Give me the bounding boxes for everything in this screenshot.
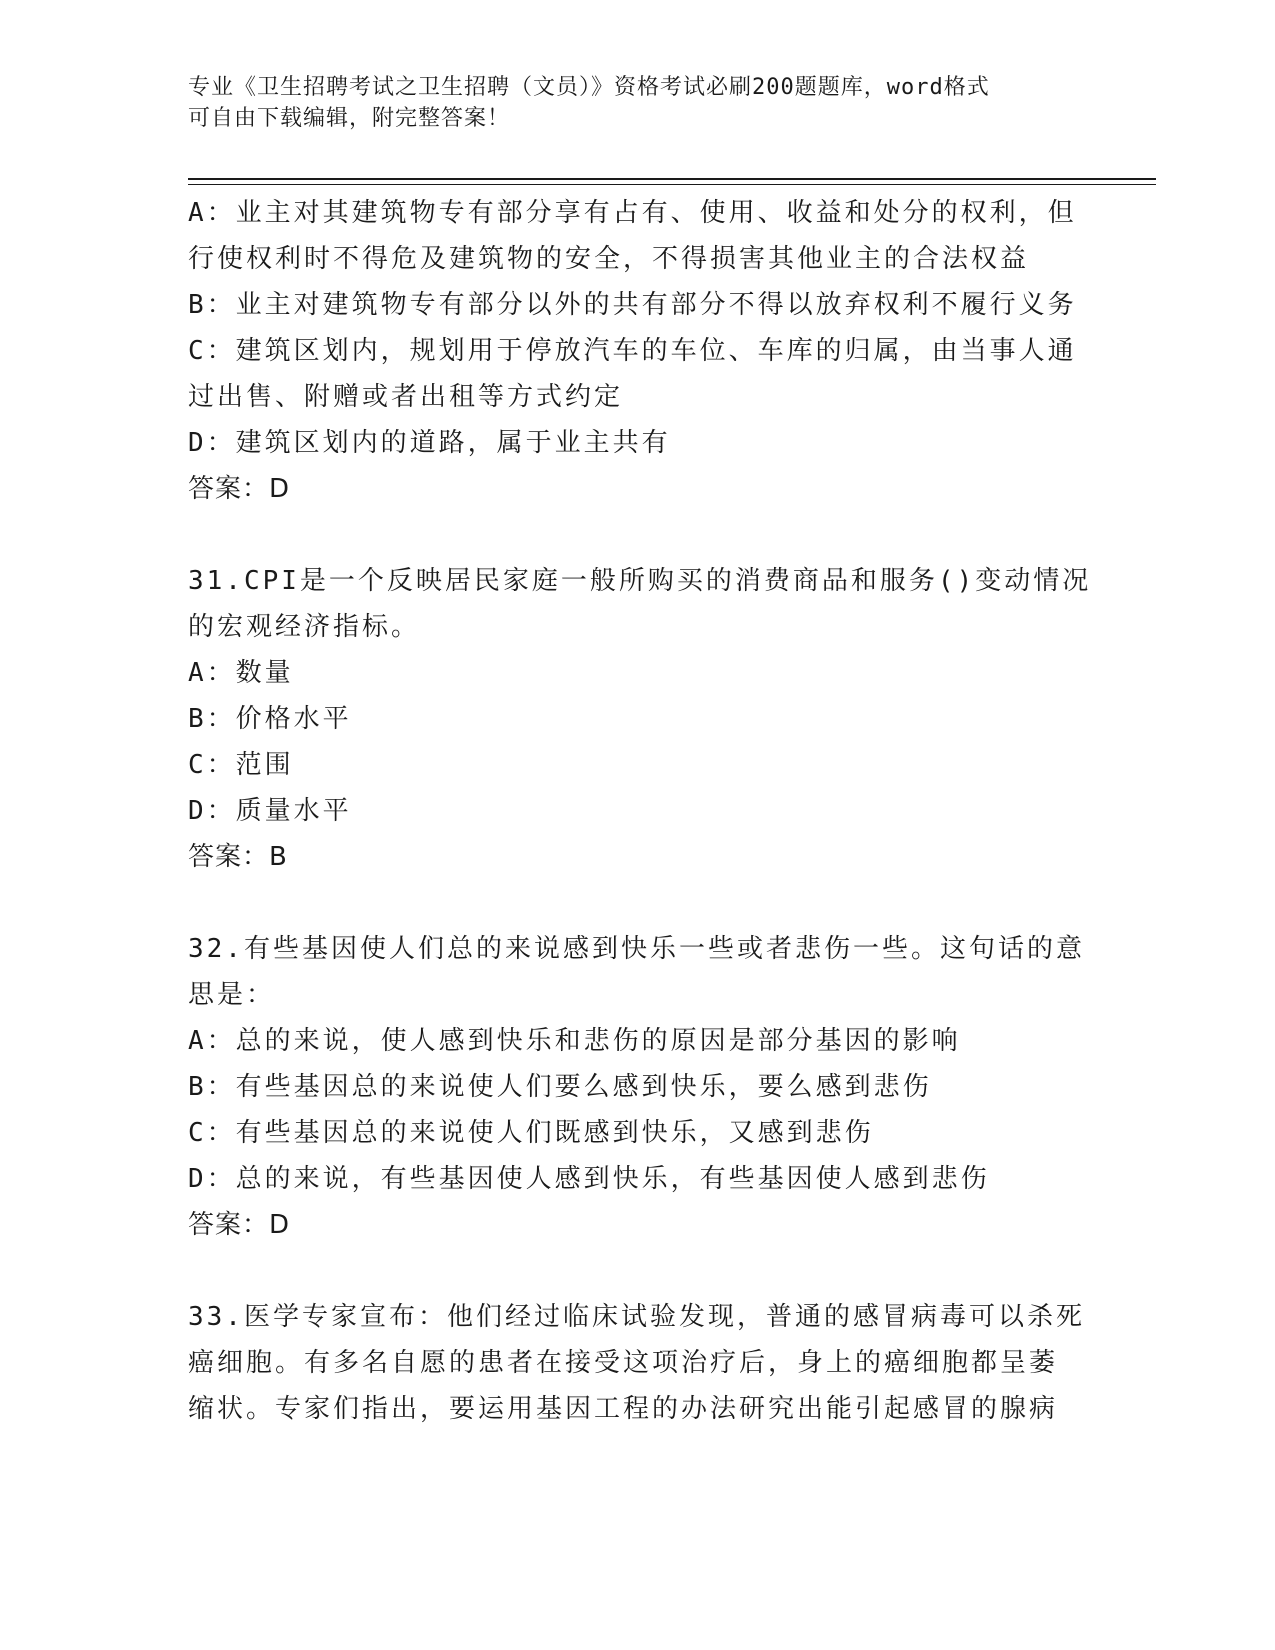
spacer <box>188 1248 1088 1294</box>
q30-option-a-line-2: 行使权利时不得危及建筑物的安全，不得损害其他业主的合法权益 <box>188 244 1030 274</box>
spacer <box>188 880 1088 926</box>
header-line-2: 可自由下载编辑，附完整答案！ <box>188 106 511 131</box>
q32-stem-line-2: 思是： <box>188 980 276 1010</box>
q30-answer: 答案：D <box>188 474 291 504</box>
q31-option-c: C：范围 <box>188 750 294 780</box>
spacer <box>188 512 1088 558</box>
question-30-block <box>188 190 1088 512</box>
q31-stem-line-2: 的宏观经济指标。 <box>188 612 421 642</box>
question-31-block <box>188 558 1092 880</box>
q31-stem-line-1: 31.CPI是一个反映居民家庭一般所购买的消费商品和服务()变动情况 <box>188 566 1092 596</box>
q32-option-b: B：有些基因总的来说使人们要么感到快乐，要么感到悲伤 <box>188 1072 932 1102</box>
question-32-block <box>188 926 1088 1248</box>
q30-option-d: D：建筑区划内的道路，属于业主共有 <box>188 428 671 458</box>
q30-option-c-line-2: 过出售、附赠或者出租等方式约定 <box>188 382 624 412</box>
q31-option-a: A：数量 <box>188 658 294 688</box>
question-33-block <box>188 1294 1088 1432</box>
q30-option-b: B：业主对建筑物专有部分以外的共有部分不得以放弃权利不履行义务 <box>188 290 1077 320</box>
header-divider-thick <box>188 178 1156 180</box>
q32-option-a: A：总的来说，使人感到快乐和悲伤的原因是部分基因的影响 <box>188 1026 961 1056</box>
q31-option-b: B：价格水平 <box>188 704 352 734</box>
q31-option-d: D：质量水平 <box>188 796 352 826</box>
q31-answer: 答案：B <box>188 842 288 872</box>
q32-option-c: C：有些基因总的来说使人们既感到快乐，又感到悲伤 <box>188 1118 874 1148</box>
q30-option-a-line-1: A：业主对其建筑物专有部分享有占有、使用、收益和处分的权利，但 <box>188 198 1077 228</box>
q33-stem-line-2: 癌细胞。有多名自愿的患者在接受这项治疗后，身上的癌细胞都呈萎 <box>188 1348 1059 1378</box>
q33-stem-line-1: 33.医学专家宣布：他们经过临床试验发现，普通的感冒病毒可以杀死 <box>188 1302 1085 1332</box>
q32-option-d: D：总的来说，有些基因使人感到快乐，有些基因使人感到悲伤 <box>188 1164 990 1194</box>
q33-stem-line-3: 缩状。专家们指出，要运用基因工程的办法研究出能引起感冒的腺病 <box>188 1394 1059 1424</box>
q30-option-c-line-1: C：建筑区划内，规划用于停放汽车的车位、车库的归属，由当事人通 <box>188 336 1077 366</box>
header-line-1: 专业《卫生招聘考试之卫生招聘（文员）》资格考试必刷200题题库，word格式 <box>188 75 990 100</box>
header-divider-thin <box>188 184 1156 185</box>
q32-answer: 答案：D <box>188 1210 291 1240</box>
question-content <box>188 190 1092 1432</box>
q32-stem-line-1: 32.有些基因使人们总的来说感到快乐一些或者悲伤一些。这句话的意 <box>188 934 1085 964</box>
document-header <box>188 72 1088 134</box>
